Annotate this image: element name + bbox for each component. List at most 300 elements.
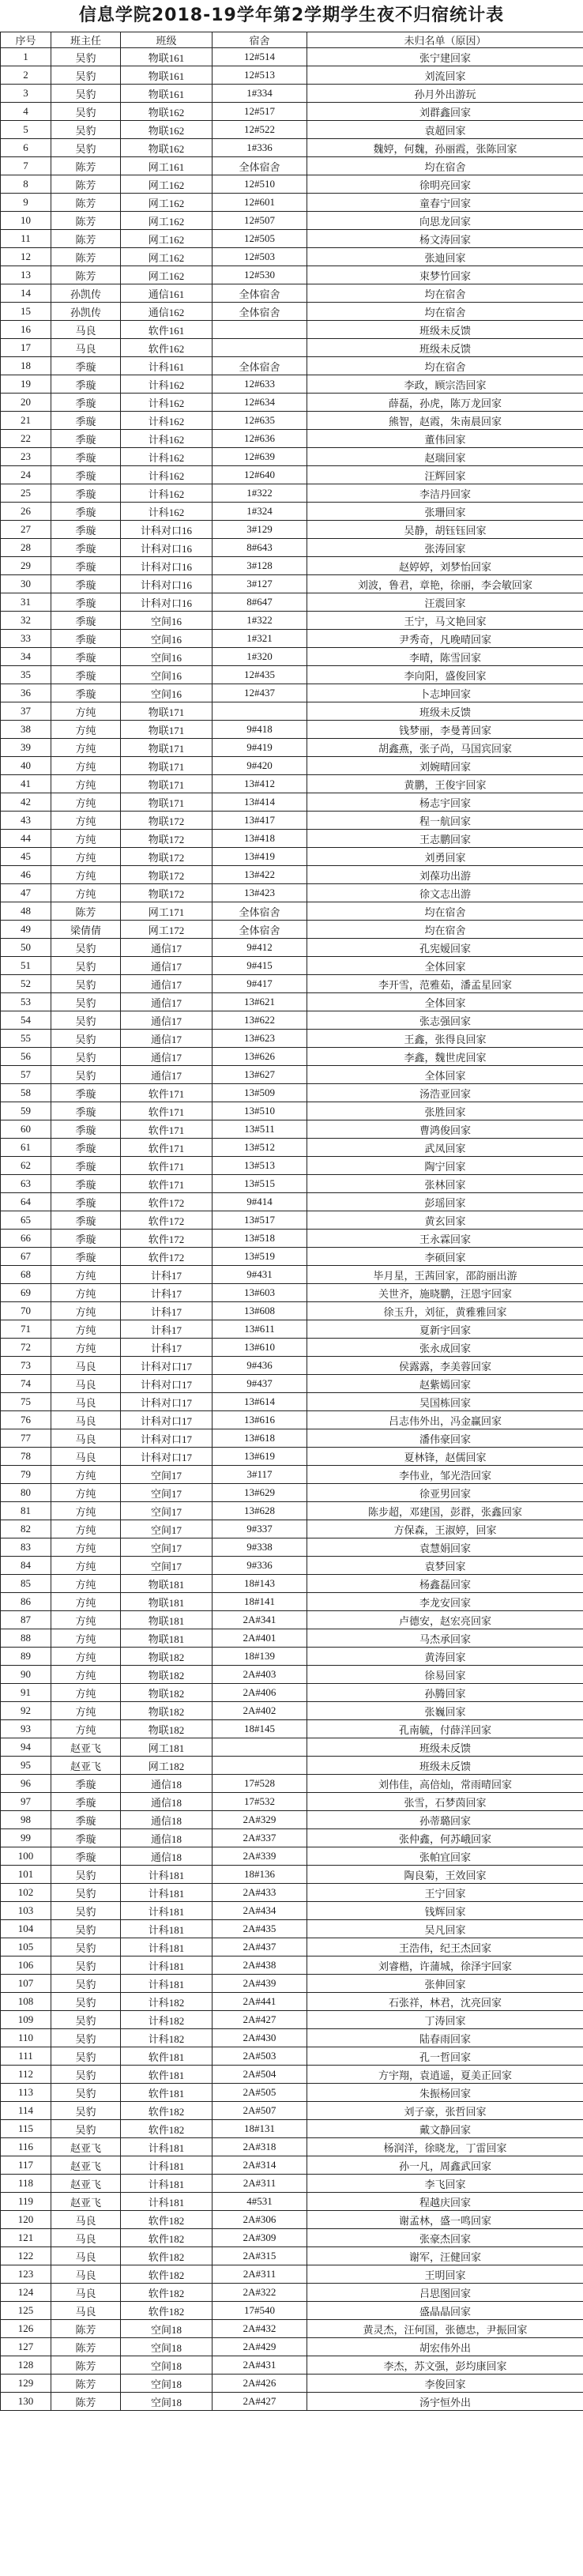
cell-class: 软件182 [121,2102,213,2120]
cell-teacher: 陈芳 [51,2320,121,2338]
cell-absent-list: 刘流回家 [307,66,583,85]
cell-index: 119 [1,2193,51,2211]
cell-teacher: 季璇 [51,375,121,394]
cell-teacher: 方纯 [51,1666,121,1684]
cell-dorm: 9#336 [213,1557,307,1575]
cell-teacher: 吴豹 [51,121,121,139]
cell-index: 107 [1,1975,51,1993]
table-row [1,1102,583,1120]
cell-absent-list: 陶良菊，王效回家 [307,1866,583,1884]
table-row [1,2193,583,2211]
cell-class: 计科162 [121,448,213,466]
table-row [1,648,583,666]
cell-teacher: 方纯 [51,866,121,884]
cell-teacher: 方纯 [51,1339,121,1357]
cell-absent-list: 孙腾回家 [307,1684,583,1702]
cell-dorm: 全体宿舍 [213,357,307,375]
cell-teacher: 方纯 [51,1593,121,1611]
table-header-row [1,32,583,48]
cell-absent-list: 张志强回家 [307,1011,583,1030]
cell-class: 计科181 [121,1956,213,1975]
table-row [1,593,583,612]
cell-index: 1 [1,48,51,66]
table-row [1,1684,583,1702]
cell-dorm: 13#518 [213,1230,307,1248]
cell-dorm: 17#528 [213,1775,307,1793]
table-row [1,2211,583,2229]
cell-absent-list: 张涛回家 [307,539,583,557]
cell-class: 物联161 [121,48,213,66]
cell-index: 51 [1,957,51,975]
cell-absent-list: 杨鑫磊回家 [307,1575,583,1593]
cell-class: 空间18 [121,2338,213,2356]
cell-class: 软件171 [121,1157,213,1175]
sheet-title: 信息学院2018-19学年第2学期学生夜不归宿统计表 [78,6,505,25]
table-row [1,1575,583,1593]
table-row [1,66,583,85]
cell-class: 网工162 [121,248,213,266]
cell-teacher: 马良 [51,1448,121,1466]
cell-absent-list: 王宁，马文艳回家 [307,612,583,630]
cell-absent-list: 王明回家 [307,2265,583,2284]
cell-dorm: 13#513 [213,1157,307,1175]
cell-dorm: 13#423 [213,884,307,902]
table-row [1,1211,583,1230]
cell-index: 61 [1,1139,51,1157]
cell-dorm: 2A#309 [213,2229,307,2247]
cell-index: 31 [1,593,51,612]
cell-class: 计科162 [121,503,213,521]
cell-class: 计科17 [121,1339,213,1357]
cell-absent-list: 盛晶晶回家 [307,2302,583,2320]
cell-index: 47 [1,884,51,902]
table-row [1,175,583,194]
cell-teacher: 方纯 [51,1684,121,1702]
cell-index: 57 [1,1066,51,1084]
cell-absent-list: 孙蒂璐回家 [307,1811,583,1829]
cell-teacher: 吴豹 [51,1920,121,1938]
cell-class: 空间16 [121,684,213,702]
table-row [1,357,583,375]
cell-index: 24 [1,466,51,484]
cell-absent-list: 徐亚男回家 [307,1484,583,1502]
cell-dorm: 9#418 [213,721,307,739]
cell-dorm: 13#623 [213,1030,307,1048]
table-row [1,1048,583,1066]
cell-teacher: 季璇 [51,357,121,375]
cell-index: 91 [1,1684,51,1702]
cell-index: 80 [1,1484,51,1502]
cell-dorm: 1#322 [213,484,307,503]
cell-index: 125 [1,2302,51,2320]
cell-index: 21 [1,412,51,430]
cell-absent-list: 刘葆功出游 [307,866,583,884]
cell-dorm: 12#517 [213,103,307,121]
cell-index: 120 [1,2211,51,2229]
cell-class: 通信17 [121,993,213,1011]
cell-index: 95 [1,1757,51,1775]
cell-absent-list: 程一航回家 [307,812,583,830]
cell-absent-list: 李鑫，魏世虎回家 [307,1048,583,1066]
cell-dorm: 3#128 [213,557,307,575]
cell-class: 计科181 [121,2193,213,2211]
table-row [1,2047,583,2066]
cell-absent-list: 王浩伟，纪王杰回家 [307,1938,583,1956]
cell-absent-list: 刘勇回家 [307,848,583,866]
cell-index: 65 [1,1211,51,1230]
table-row [1,830,583,848]
table-row [1,1084,583,1102]
cell-teacher: 季璇 [51,521,121,539]
cell-absent-list: 刘子豪，张哲回家 [307,2102,583,2120]
cell-class: 空间17 [121,1502,213,1520]
cell-absent-list: 徐易回家 [307,1666,583,1684]
table-row [1,1339,583,1357]
table-row [1,1611,583,1629]
table-row [1,521,583,539]
cell-class: 计科182 [121,1993,213,2011]
cell-dorm: 13#621 [213,993,307,1011]
cell-index: 124 [1,2284,51,2302]
cell-teacher: 吴豹 [51,48,121,66]
cell-class: 软件171 [121,1102,213,1120]
cell-class: 计科对口16 [121,575,213,593]
cell-teacher: 陈芳 [51,2356,121,2375]
cell-teacher: 赵亚飞 [51,1738,121,1757]
cell-absent-list: 黄涛回家 [307,1648,583,1666]
cell-index: 81 [1,1502,51,1520]
cell-absent-list: 孙月外出游玩 [307,85,583,103]
cell-absent-list: 向思龙回家 [307,212,583,230]
cell-class: 软件162 [121,339,213,357]
table-row [1,793,583,812]
table-row [1,1157,583,1175]
cell-absent-list: 张豪杰回家 [307,2229,583,2247]
cell-absent-list: 孔宪嫒回家 [307,939,583,957]
cell-index: 72 [1,1339,51,1357]
cell-index: 104 [1,1920,51,1938]
cell-dorm: 12#505 [213,230,307,248]
cell-index: 56 [1,1048,51,1066]
cell-dorm: 13#627 [213,1066,307,1084]
cell-teacher: 季璇 [51,394,121,412]
cell-teacher: 吴豹 [51,2084,121,2102]
table-row [1,339,583,357]
cell-teacher: 赵亚飞 [51,1757,121,1775]
cell-dorm [213,1738,307,1757]
cell-teacher: 方纯 [51,1520,121,1538]
cell-class: 空间16 [121,648,213,666]
cell-absent-list: 吕志伟外出，冯金赢回家 [307,1411,583,1429]
cell-absent-list: 张胜回家 [307,1102,583,1120]
cell-index: 123 [1,2265,51,2284]
cell-teacher: 季璇 [51,1157,121,1175]
cell-index: 60 [1,1120,51,1139]
cell-absent-list: 关世齐，施晓鹏，汪恩宇回家 [307,1284,583,1302]
table-row [1,539,583,557]
cell-teacher: 方纯 [51,884,121,902]
table-row [1,1775,583,1793]
table-row [1,2120,583,2138]
cell-class: 空间17 [121,1484,213,1502]
cell-class: 空间16 [121,630,213,648]
cell-index: 17 [1,339,51,357]
cell-dorm: 13#614 [213,1393,307,1411]
cell-index: 50 [1,939,51,957]
cell-class: 软件171 [121,1120,213,1139]
cell-class: 软件161 [121,321,213,339]
cell-class: 软件182 [121,2302,213,2320]
cell-teacher: 方纯 [51,1302,121,1320]
cell-index: 96 [1,1775,51,1793]
cell-index: 7 [1,157,51,175]
cell-class: 软件182 [121,2265,213,2284]
cell-absent-list: 张林回家 [307,1175,583,1193]
cell-class: 计科181 [121,1938,213,1956]
table-row [1,902,583,921]
cell-class: 计科对口17 [121,1357,213,1375]
cell-teacher: 吴豹 [51,1975,121,1993]
cell-dorm: 2A#406 [213,1684,307,1702]
cell-absent-list: 张珊回家 [307,503,583,521]
table-row [1,2084,583,2102]
cell-absent-list: 程越庆回家 [307,2193,583,2211]
cell-absent-list: 赵紫嫣回家 [307,1375,583,1393]
cell-dorm: 1#321 [213,630,307,648]
cell-class: 软件172 [121,1248,213,1266]
cell-dorm: 17#532 [213,1793,307,1811]
cell-index: 88 [1,1629,51,1648]
cell-class: 软件181 [121,2084,213,2102]
cell-index: 35 [1,666,51,684]
cell-dorm: 2A#427 [213,2011,307,2029]
cell-class: 计科181 [121,1902,213,1920]
cell-index: 129 [1,2375,51,2393]
cell-dorm: 13#608 [213,1302,307,1320]
table-row [1,1230,583,1248]
table-row [1,194,583,212]
cell-dorm: 全体宿舍 [213,902,307,921]
cell-dorm: 12#634 [213,394,307,412]
cell-absent-list: 朱振杨回家 [307,2084,583,2102]
cell-absent-list: 陈步超，邓建国，彭群，张鑫回家 [307,1502,583,1520]
cell-absent-list: 夏林锋，赵儒回家 [307,1448,583,1466]
table-row [1,1193,583,1211]
cell-class: 网工162 [121,212,213,230]
cell-dorm: 12#639 [213,448,307,466]
cell-index: 58 [1,1084,51,1102]
cell-teacher: 吴豹 [51,993,121,1011]
cell-dorm: 全体宿舍 [213,284,307,303]
cell-class: 网工181 [121,1738,213,1757]
cell-index: 14 [1,284,51,303]
cell-index: 99 [1,1829,51,1847]
cell-teacher: 季璇 [51,1193,121,1211]
cell-dorm: 12#633 [213,375,307,394]
cell-dorm: 2A#431 [213,2356,307,2375]
cell-class: 物联172 [121,812,213,830]
cell-class: 计科182 [121,2011,213,2029]
cell-class: 空间18 [121,2393,213,2411]
cell-dorm: 全体宿舍 [213,921,307,939]
cell-teacher: 季璇 [51,1084,121,1102]
cell-dorm: 8#643 [213,539,307,557]
cell-teacher: 季璇 [51,430,121,448]
cell-class: 物联161 [121,85,213,103]
cell-absent-list: 董伟回家 [307,430,583,448]
cell-teacher: 孙凯传 [51,284,121,303]
table-row [1,2102,583,2120]
cell-absent-list: 杨润洋，徐晓龙，丁雷回家 [307,2138,583,2156]
cell-index: 39 [1,739,51,757]
cell-index: 111 [1,2047,51,2066]
table-row [1,139,583,157]
table-row [1,1139,583,1157]
cell-absent-list: 胡鑫燕，张子尚，马国宾回家 [307,739,583,757]
cell-dorm: 12#635 [213,412,307,430]
table-row [1,1466,583,1484]
table-row [1,2011,583,2029]
table-row [1,2356,583,2375]
cell-dorm: 13#611 [213,1320,307,1339]
table-row [1,2393,583,2411]
cell-dorm: 1#324 [213,503,307,521]
table-row [1,1502,583,1520]
cell-index: 108 [1,1993,51,2011]
table-row [1,1902,583,1920]
cell-absent-list: 刘婉晴回家 [307,757,583,775]
cell-teacher: 方纯 [51,812,121,830]
cell-class: 软件182 [121,2120,213,2138]
cell-teacher: 陈芳 [51,266,121,284]
table-row [1,212,583,230]
header-dorm: 宿舍 [213,32,307,48]
table-row [1,1920,583,1938]
cell-absent-list: 黄灵杰，汪何国，张德忠，尹振回家 [307,2320,583,2338]
cell-dorm: 2A#435 [213,1920,307,1938]
cell-absent-list: 李政，顾宗浩回家 [307,375,583,394]
cell-class: 软件172 [121,1230,213,1248]
cell-dorm: 2A#311 [213,2265,307,2284]
cell-absent-list: 卢德安，赵宏亮回家 [307,1611,583,1629]
table-row [1,1448,583,1466]
cell-teacher: 方纯 [51,1720,121,1738]
cell-dorm: 2A#339 [213,1847,307,1866]
table-row [1,448,583,466]
cell-teacher: 陈芳 [51,212,121,230]
cell-class: 计科17 [121,1302,213,1320]
cell-index: 115 [1,2120,51,2138]
cell-index: 89 [1,1648,51,1666]
cell-class: 计科162 [121,466,213,484]
cell-absent-list: 班级未反馈 [307,321,583,339]
cell-index: 11 [1,230,51,248]
cell-index: 102 [1,1884,51,1902]
table-row [1,812,583,830]
cell-teacher: 陈芳 [51,2338,121,2356]
table-row [1,2265,583,2284]
cell-index: 86 [1,1593,51,1611]
cell-teacher: 马良 [51,2247,121,2265]
cell-dorm: 12#510 [213,175,307,194]
cell-dorm [213,339,307,357]
cell-teacher: 方纯 [51,1702,121,1720]
cell-class: 空间16 [121,612,213,630]
cell-class: 软件171 [121,1139,213,1157]
table-row [1,630,583,648]
cell-teacher: 吴豹 [51,1884,121,1902]
cell-index: 128 [1,2356,51,2375]
cell-class: 物联162 [121,121,213,139]
cell-class: 网工162 [121,230,213,248]
table-row [1,557,583,575]
cell-index: 52 [1,975,51,993]
table-row [1,1648,583,1666]
cell-absent-list: 王鑫，张得良回家 [307,1030,583,1048]
cell-teacher: 方纯 [51,775,121,793]
cell-teacher: 吴豹 [51,957,121,975]
cell-dorm: 2A#427 [213,2393,307,2411]
table-row [1,2320,583,2338]
cell-absent-list: 徐玉升，刘征，黄雅雅回家 [307,1302,583,1320]
cell-dorm: 18#131 [213,2120,307,2138]
cell-class: 软件181 [121,2066,213,2084]
table-row [1,2338,583,2356]
cell-dorm: 2A#507 [213,2102,307,2120]
table-row [1,2302,583,2320]
cell-teacher: 方纯 [51,1611,121,1629]
table-row [1,1284,583,1302]
cell-dorm: 9#431 [213,1266,307,1284]
cell-teacher: 季璇 [51,684,121,702]
cell-absent-list: 李杰，苏文强，彭均康回家 [307,2356,583,2375]
cell-class: 软件182 [121,2247,213,2265]
cell-teacher: 季璇 [51,448,121,466]
cell-absent-list: 刘伟佳，高倍灿，常雨晴回家 [307,1775,583,1793]
table-row [1,666,583,684]
cell-teacher: 方纯 [51,702,121,721]
cell-index: 114 [1,2102,51,2120]
cell-absent-list: 王宁回家 [307,1884,583,1902]
table-row [1,412,583,430]
cell-absent-list: 吴静，胡钰钰回家 [307,521,583,539]
cell-index: 118 [1,2175,51,2193]
table-row [1,739,583,757]
table-row [1,866,583,884]
cell-absent-list: 汤浩亚回家 [307,1084,583,1102]
cell-teacher: 吴豹 [51,1938,121,1956]
table-row [1,2229,583,2247]
cell-teacher: 方纯 [51,721,121,739]
cell-index: 76 [1,1411,51,1429]
cell-teacher: 陈芳 [51,230,121,248]
cell-dorm: 9#412 [213,939,307,957]
cell-absent-list: 夏新宇回家 [307,1320,583,1339]
cell-absent-list: 马杰承回家 [307,1629,583,1648]
cell-absent-list: 谢军，汪健回家 [307,2247,583,2265]
cell-dorm: 9#420 [213,757,307,775]
cell-class: 空间18 [121,2320,213,2338]
table-row [1,1120,583,1139]
cell-class: 物联171 [121,775,213,793]
cell-teacher: 陈芳 [51,2393,121,2411]
cell-absent-list: 吕思图回家 [307,2284,583,2302]
cell-class: 计科对口17 [121,1375,213,1393]
cell-dorm: 2A#403 [213,1666,307,1684]
cell-dorm: 13#616 [213,1411,307,1429]
cell-index: 63 [1,1175,51,1193]
cell-index: 45 [1,848,51,866]
